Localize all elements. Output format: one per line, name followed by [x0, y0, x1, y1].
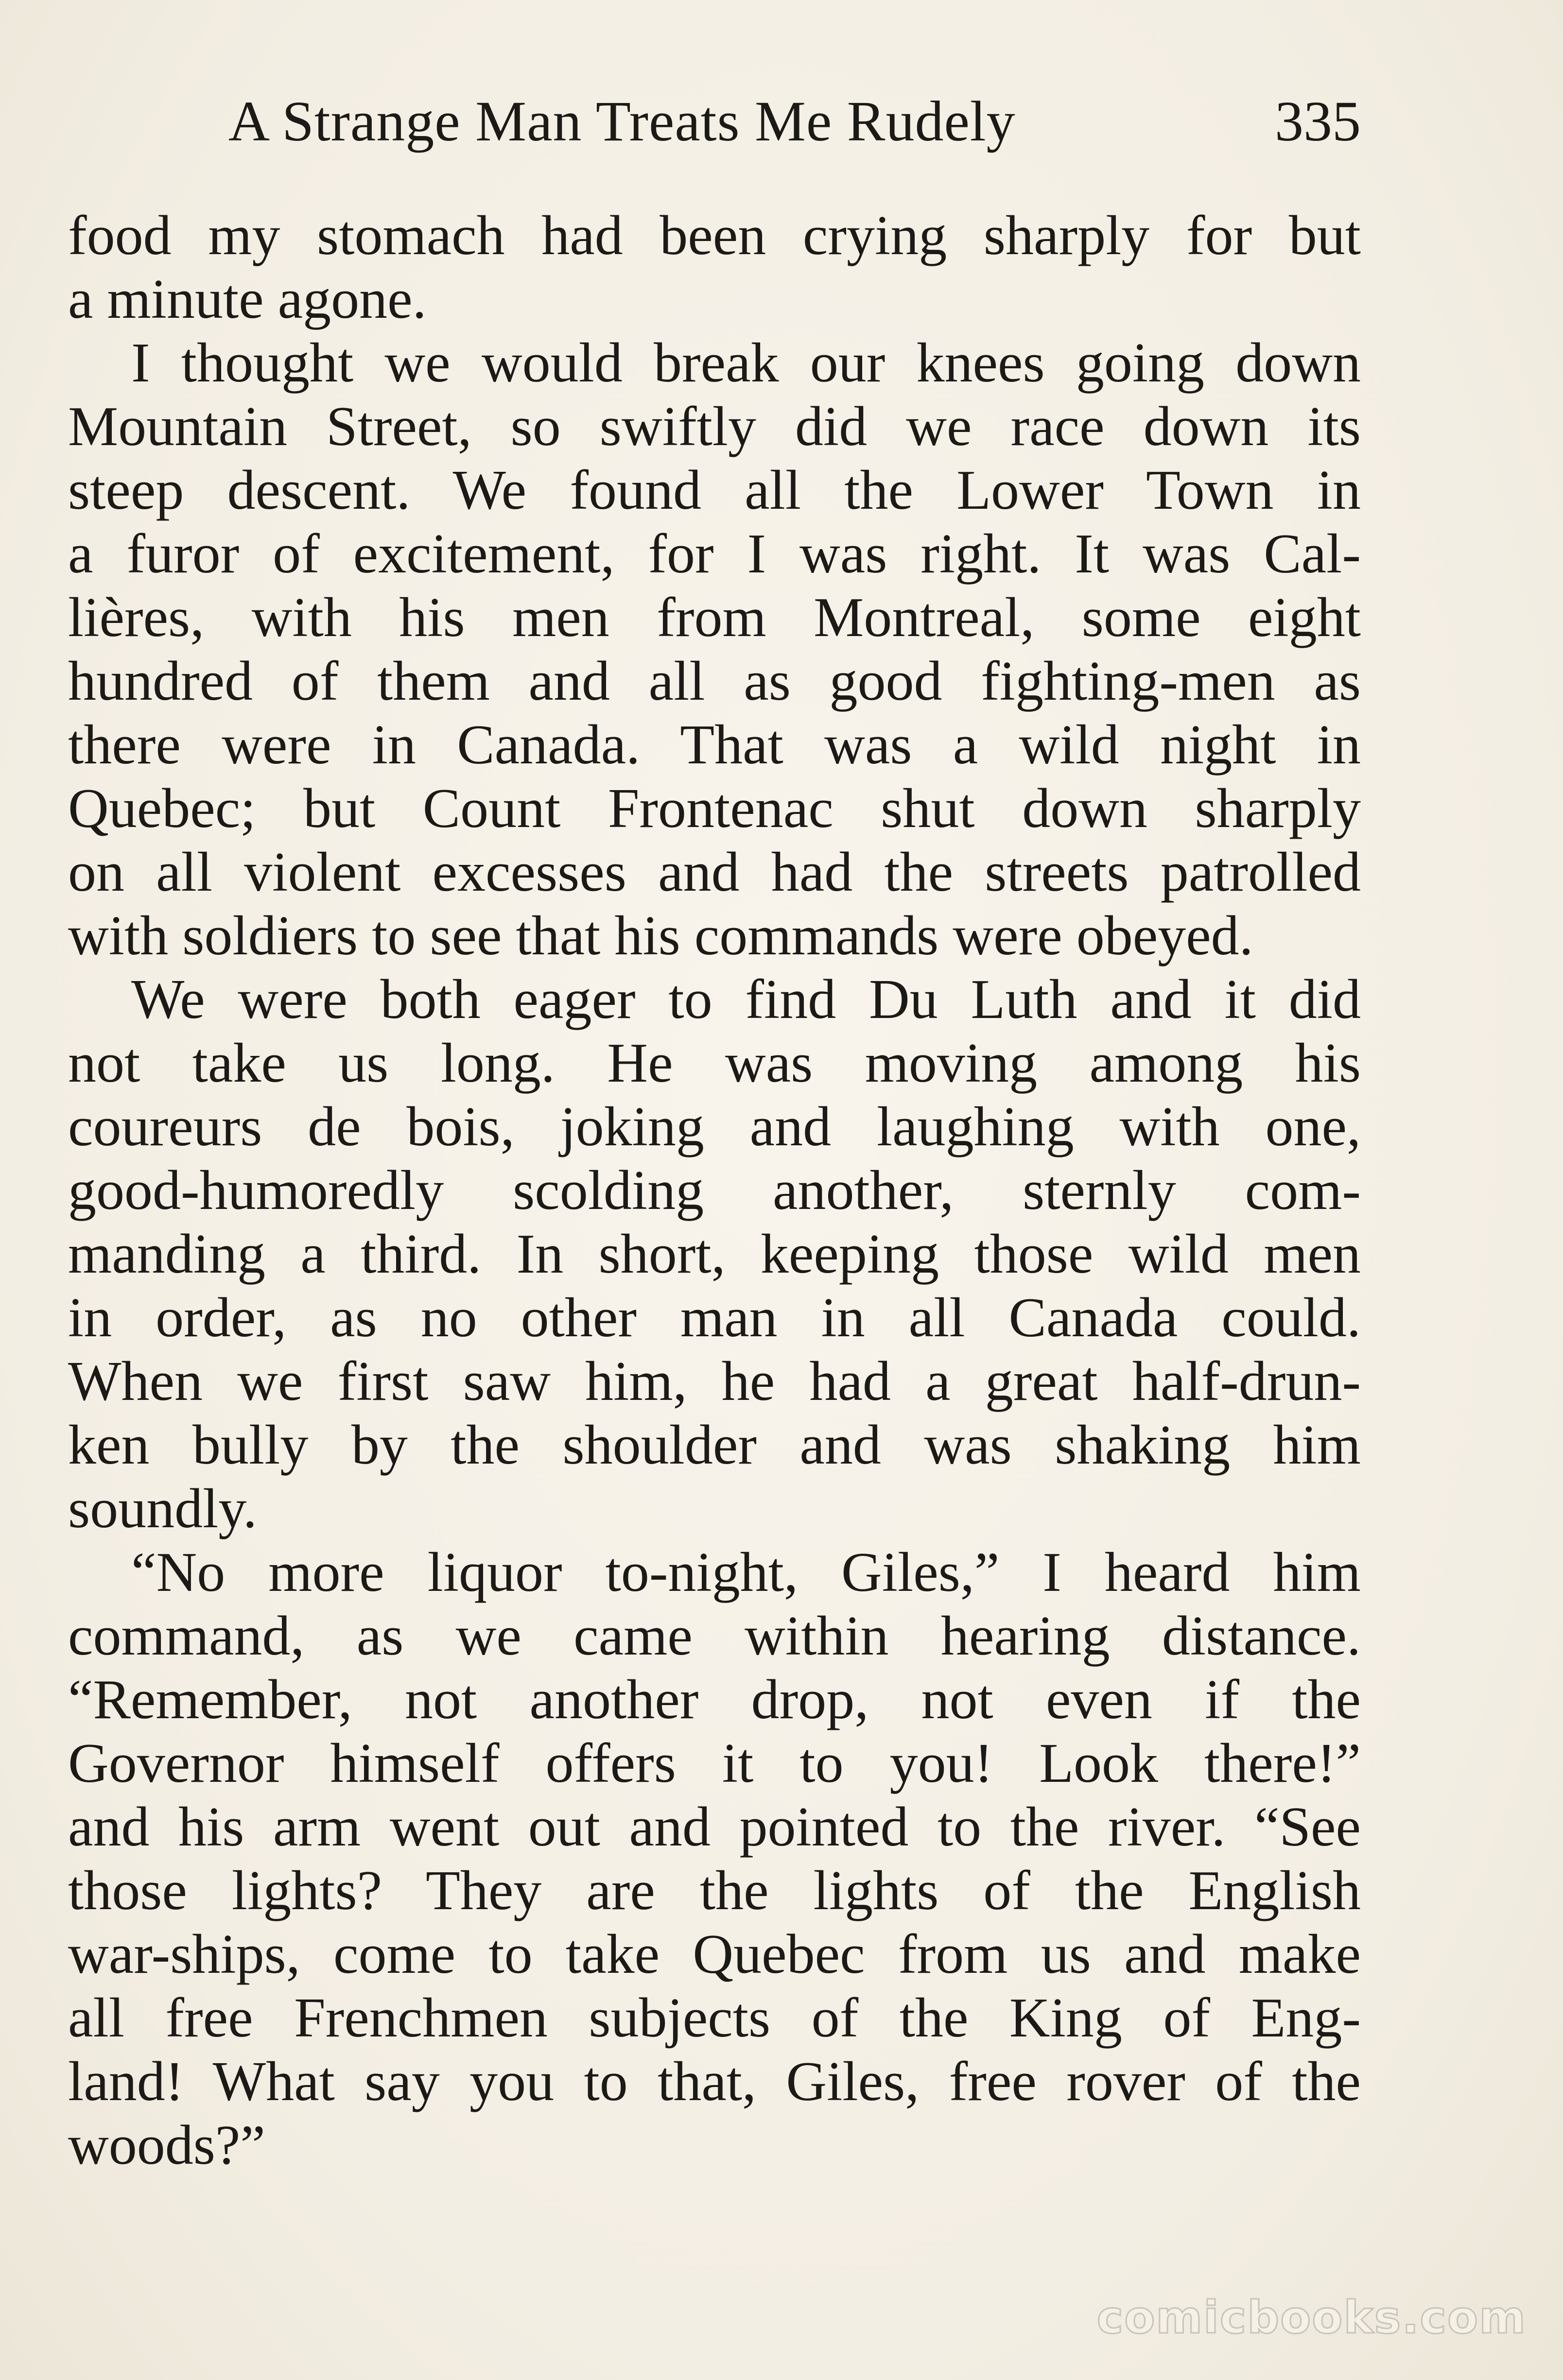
text-line: land! What say you to that, Giles, free rover of the	[68, 2051, 1361, 2113]
text-line: coureurs de bois, joking and laughing with one,	[68, 1096, 1361, 1158]
page-header	[228, 87, 1361, 155]
watermark: comicbooks.com	[1096, 2292, 1527, 2344]
body-text	[68, 204, 1361, 2177]
text-line: manding a third. In short, keeping those wild men	[68, 1223, 1361, 1285]
text-line: We were both eager to find Du Luth and it did	[131, 968, 1361, 1031]
text-line: “Remember, not another drop, not even if the	[68, 1669, 1361, 1731]
text-line: Governor himself offers it to you! Look there!”	[68, 1732, 1361, 1794]
text-line: not take us long. He was moving among his	[68, 1032, 1361, 1094]
text-line: soundly.	[68, 1478, 257, 1540]
text-line: command, as we came within hearing distance.	[68, 1605, 1361, 1667]
page-number: 335	[1275, 89, 1361, 153]
text-line: war-ships, come to take Quebec from us and make	[68, 1923, 1361, 1985]
text-line: there were in Canada. That was a wild night in	[68, 714, 1361, 776]
text-line: in order, as no other man in all Canada could.	[68, 1287, 1361, 1349]
running-head: A Strange Man Treats Me Rudely	[228, 89, 1016, 153]
text-line: woods?”	[68, 2114, 265, 2176]
text-line: a minute agone.	[68, 268, 427, 330]
text-line: Quebec; but Count Frontenac shut down sharply	[68, 777, 1361, 840]
text-line: all free Frenchmen subjects of the King of Eng-	[68, 1987, 1361, 2049]
text-line: hundred of them and all as good fighting-men as	[68, 650, 1361, 712]
text-line: I thought we would break our knees going down	[131, 332, 1361, 394]
text-line: good-humoredly scolding another, sternly com-	[68, 1159, 1361, 1222]
text-line: those lights? They are the lights of the English	[68, 1860, 1361, 1922]
text-line: food my stomach had been crying sharply for but	[68, 205, 1361, 267]
text-line: Mountain Street, so swiftly did we race down its	[68, 396, 1361, 458]
text-line: on all violent excesses and had the streets patrolled	[68, 841, 1361, 903]
text-line: lières, with his men from Montreal, some eight	[68, 586, 1361, 649]
text-line: and his arm went out and pointed to the river. “See	[68, 1796, 1361, 1858]
text-line: When we first saw him, he had a great half-drun-	[68, 1350, 1361, 1413]
text-line: with soldiers to see that his commands were obeyed.	[68, 905, 1253, 967]
text-line: a furor of excitement, for I was right. It was Cal-	[68, 523, 1361, 585]
text-line: “No more liquor to-night, Giles,” I heard him	[131, 1541, 1361, 1604]
text-line: steep descent. We found all the Lower Town in	[68, 459, 1361, 521]
text-line: ken bully by the shoulder and was shaking him	[68, 1414, 1361, 1476]
